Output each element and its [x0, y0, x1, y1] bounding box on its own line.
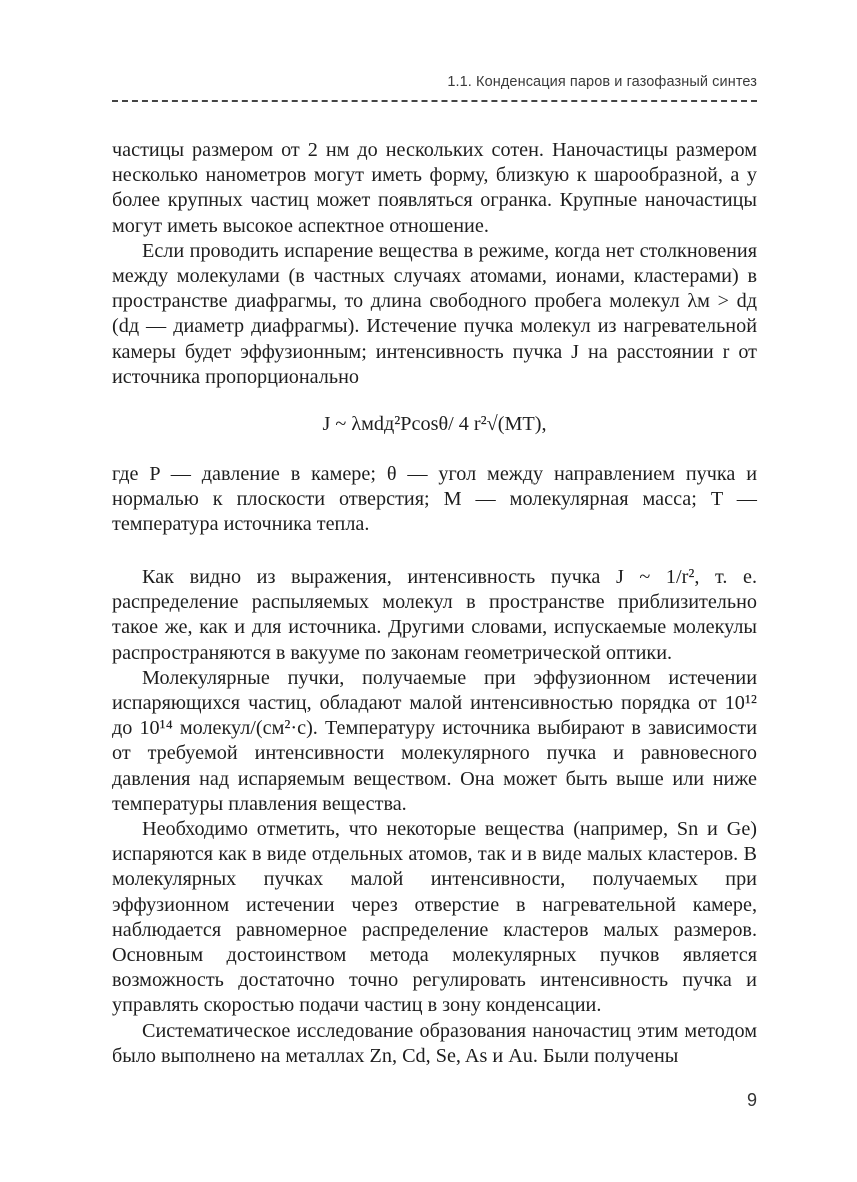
paragraph: Систематическое исследование образования наночастиц этим методом было выполнено на металлах Zn, Cd, Se, As и Au. Были получены: [112, 1019, 757, 1067]
running-head: 1.1. Конденсация паров и газофазный синтез: [447, 74, 757, 90]
paragraph: где P — давление в камере; θ — угол между направлением пучка и нормалью к плоскости отверстия; M — молекулярная масса; T — температура источника тепла.: [112, 463, 757, 536]
text-block-before-formula: [112, 138, 757, 390]
paragraph: Если проводить испарение вещества в режиме, когда нет столкновения между молекулами (в частных случаях атомами, ионами, кластерами) в пространстве диафрагмы, то длина свободного пробега молекул λм > dд (dд — диаметр диафрагмы). Истечение пучка молекул из нагревательной камеры будет эффузионным; интенсивность пучка J на расстоянии r от источника пропорционально: [112, 239, 757, 388]
paragraph: частицы размером от 2 нм до нескольких сотен. Наночастицы размером несколько нанометров могут иметь форму, близкую к шарообразной, а у более крупных частиц может появляться огранка. Крупные наночастицы могут иметь высокое аспектное отношение.: [112, 139, 757, 237]
formula-legend: [112, 462, 757, 538]
formula: J ~ λмdд²Pcosθ/ 4 r²√(MT),: [322, 413, 547, 435]
paragraph: Как видно из выражения, интенсивность пучка J ~ 1/r², т. е. распределение распыляемых молекул в пространстве приблизительно такое же, как и для источника. Другими словами, испускаемые молекулы распространяются в вакууме по законам геометрической оптики.: [112, 566, 757, 664]
paragraph: Необходимо отметить, что некоторые вещества (например, Sn и Ge) испаряются как в виде отдельных атомов, так и в виде малых кластеров. В молекулярных пучках малой интенсивности, получаемых при эффузионном истечении через отверстие в нагревательной камере, наблюдается равномерное распределение кластеров малых размеров. Основным достоинством метода молекулярных пучков является возможность достаточно точно регулировать интенсивность пучка и управлять скоростью подачи частиц в зону конденсации.: [112, 818, 757, 1017]
text-block-after-formula: [112, 565, 757, 1069]
paragraph: Молекулярные пучки, получаемые при эффузионном истечении испаряющихся частиц, обладают малой интенсивностью порядка от 10¹² до 10¹⁴ молекул/(см²·с). Температуру источника выбирают в зависимости от требуемой интенсивности молекулярного пучка и равновесного давления над испаряемым веществом. Она может быть выше или ниже температуры плавления вещества.: [112, 666, 757, 815]
page-number: 9: [746, 1090, 757, 1110]
header-rule: [112, 100, 757, 102]
